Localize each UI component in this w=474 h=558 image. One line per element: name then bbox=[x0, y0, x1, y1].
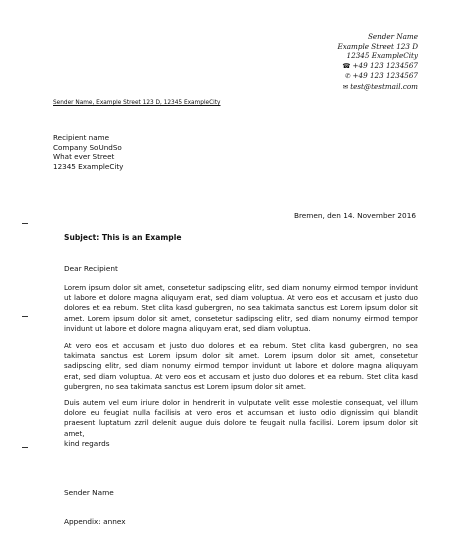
sender-address-block bbox=[337, 32, 418, 93]
subject-line: Subject: This is an Example bbox=[64, 233, 182, 242]
sender-city: 12345 ExampleCity bbox=[346, 51, 418, 61]
body-paragraph: At vero eos et accusam et justo duo dolores et ea rebum. Stet clita kasd gubergren, no sea takimata sanctus est Lorem ipsum dolor sit amet. Lorem ipsum dolor sit amet, consetetur sadipscing elitr, sed diam nonumy eirmod tempor invidunt ut labore et dolore magna aliquyam erat, sed diam voluptua. At vero eos et accusam et justo duo dolores et ea rebum. Stet clita kasd gubergren, no sea takimata sanctus est Lorem ipsum dolor sit amet. bbox=[64, 341, 418, 391]
sender-name: Sender Name bbox=[367, 32, 418, 41]
recipient-line: 12345 ExampleCity bbox=[53, 161, 124, 171]
closing: kind regards bbox=[64, 439, 110, 448]
signature-name: Sender Name bbox=[64, 488, 114, 497]
fold-mark bbox=[22, 447, 28, 448]
email-icon: ✉ bbox=[342, 82, 349, 91]
sender-mobile-number: +49 123 1234567 bbox=[352, 71, 418, 81]
recipient-line: Recipient name bbox=[53, 133, 110, 142]
place-date: Bremen, den 14. November 2016 bbox=[293, 211, 416, 220]
sender-phone-number: +49 123 1234567 bbox=[352, 60, 418, 70]
body-paragraph: Duis autem vel eum iriure dolor in hendrerit in vulputate velit esse molestie consequat, vel illum dolore eu feugiat nulla facilisis at vero eros et accumsan et iusto odio dignissim qui blandit praesent luptatum zzril delenit augue duis dolore te feugait nulla facilisi. Lorem ipsum dolor sit amet, bbox=[64, 398, 418, 438]
sender-email-address: test@testmail.com bbox=[350, 81, 418, 91]
phone-icon: ☎ bbox=[342, 61, 351, 70]
mobile-phone-icon: ✆ bbox=[345, 72, 351, 81]
body-paragraph: Lorem ipsum dolor sit amet, consetetur sadipscing elitr, sed diam nonumy eirmod tempor invidunt ut labore et dolore magna aliquyam erat, sed diam voluptua. At vero eos et accusam et justo duo dolores et ea rebum. Stet clita kasd gubergren, no sea takimata sanctus est Lorem ipsum dolor sit amet. Lorem ipsum dolor sit amet, consetetur sadipscing elitr, sed diam nonumy eirmod tempor invidunt ut labore et dolore magna aliquyam erat, sed diam voluptua. bbox=[64, 283, 418, 333]
appendix-line: Appendix: annex bbox=[64, 517, 126, 526]
sender-email bbox=[337, 82, 418, 93]
recipient-line: What ever Street bbox=[53, 152, 115, 161]
fold-mark bbox=[22, 223, 28, 224]
salutation: Dear Recipient bbox=[64, 264, 118, 273]
recipient-address bbox=[53, 133, 123, 171]
sender-phone bbox=[337, 61, 418, 72]
sender-mobile bbox=[337, 71, 418, 82]
recipient-line: Company SoUndSo bbox=[53, 142, 122, 152]
hole-punch-mark bbox=[22, 316, 28, 317]
sender-street: Example Street 123 D bbox=[337, 41, 418, 51]
return-address-line: Sender Name, Example Street 123 D, 12345 ExampleCity bbox=[53, 100, 221, 106]
